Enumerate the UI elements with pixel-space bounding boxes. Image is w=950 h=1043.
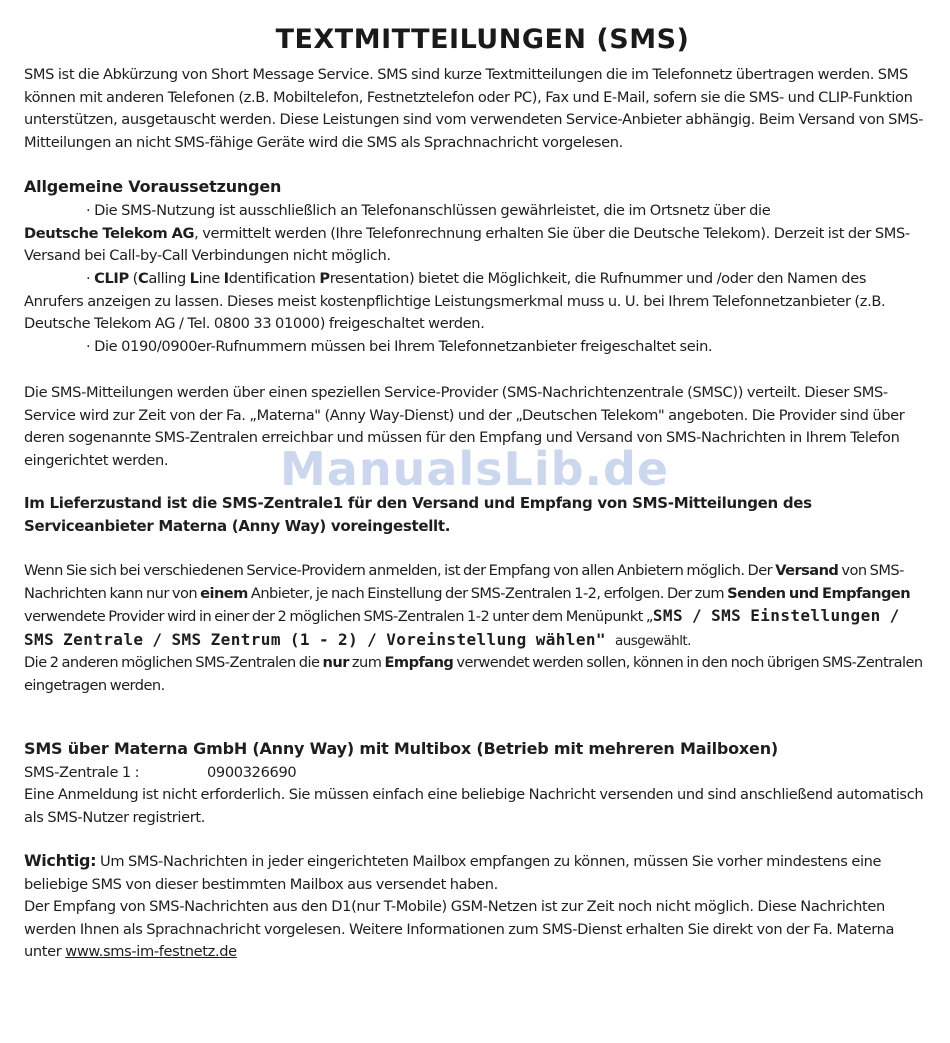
intro-paragraph: SMS ist die Abkürzung von Short Message Service. SMS sind kurze Textmitteilungen die im Telefonnetz übertragen werden. SMS können mit anderen Telefonen (z.B. Mobiltelefon, Festnetztelefon oder PC), Fax und E-Mail, sofern sie die SMS- und CLIP-Funktion unterstützen, ausgetauscht werden. Diese Leistungen sind vom verwendeten Service-Anbieter abhängig. Beim Versand von SMS-Mitteilungen an nicht SMS-fähige Geräte wird die SMS als Sprachnachricht vorgelesen. [24, 66, 924, 151]
clip-letter-c: C [137, 270, 149, 287]
multi-text-9: verwendet werden sollen, können in den noch übrigen SMS-Zentralen eingetragen werden. [24, 654, 923, 694]
sms-center-row [24, 762, 929, 785]
multi-text-6: ausgewählt. [614, 632, 691, 649]
important-label: Wichtig: [24, 851, 97, 870]
multi-bold-empfang: Empfang [384, 654, 454, 672]
clip-letter-p: P [319, 270, 330, 287]
clip-label: CLIP [94, 270, 129, 287]
sms-center-label: SMS-Zentrale 1 : [24, 764, 140, 781]
multi-text-8: zum [348, 654, 385, 672]
multi-provider-paragraph [24, 560, 929, 698]
sms-center-number: 0900326690 [207, 764, 297, 781]
requirement-telekom-intro: · Die SMS-Nutzung ist ausschließlich an Telefonanschlüssen gewährleistet, die im Ortsnetz über die [86, 202, 771, 219]
menu-path: SMS / SMS Einstellungen / SMS Zentrale / SMS Zentrum (1 - 2) / Voreinstellung wählen [24, 606, 900, 649]
multi-text-1: Wenn Sie sich bei verschiedenen Service-Providern anmelden, ist der Empfang von allen Anbietern möglich. Der [24, 562, 776, 579]
clip-word-line: ine [198, 270, 224, 287]
requirement-clip-rest: ) bietet die Möglichkeit, die Rufnummer und /oder den Namen des Anrufers anzeigen zu lassen. Dieses meist kostenpflichtige Leistungsmerkmal muss u. U. bei Ihrem Telefonnetzanbieter (z.B. Deutsche Telekom AG / Tel. 0800 33 01000) freigeschaltet werden. [24, 270, 886, 333]
important-paragraph [24, 850, 929, 964]
materna-heading: SMS über Materna GmbH (Anny Way) mit Multibox (Betrieb mit mehreren Mailboxen) [24, 739, 778, 758]
provider-paragraph: Die SMS-Mitteilungen werden über einen speziellen Service-Provider (SMS-Nachrichtenzentrale (SMSC)) verteilt. Dieser SMS-Service wird zur Zeit von der Fa. „Materna" (Anny Way-Dienst) und der „Deutschen Telekom" angeboten. Die Provider sind über deren sogenannte SMS-Zentralen erreichbar und müssen für den Empfang und Versand von SMS-Nachrichten in Ihrem Telefon eingerichtet werden. [24, 384, 905, 469]
clip-bullet: · [86, 270, 95, 287]
multi-bold-einem: einem [200, 584, 248, 602]
multi-text-3: Anbieter, je nach Einstellung der SMS-Zentralen 1-2, erfolgen. Der zum [247, 584, 728, 602]
clip-letter-i: I [223, 270, 229, 287]
requirement-telekom [24, 200, 929, 268]
menu-path-close-quote: " [595, 629, 615, 649]
page-title: TEXTMITTEILUNGEN (SMS) [275, 24, 690, 55]
clip-word-calling: alling [148, 270, 190, 287]
telekom-label: Deutsche Telekom AG [24, 224, 195, 242]
multi-bold-nur: nur [322, 654, 349, 672]
requirements-heading: Allgemeine Voraussetzungen [24, 177, 282, 196]
clip-word-identification: dentification [228, 270, 320, 287]
multi-text-4: verwendete Provider wird in einer der 2 möglichen SMS-Zentralen 1-2 unter dem Menüpunkt „ [24, 608, 653, 626]
default-setting-note: Im Lieferzustand ist die SMS-Zentrale1 für den Versand und Empfang von SMS-Mitteilungen des Serviceanbieter Materna (Anny Way) voreingestellt. [24, 494, 812, 535]
multi-bold-senden: Senden und Empfangen [727, 584, 911, 602]
multi-text-2: von SMS-Nachrichten kann nur von [24, 562, 904, 602]
clip-letter-l: L [189, 270, 199, 287]
clip-word-presentation: resentation [329, 270, 409, 287]
watermark: ManualsLib.de [280, 442, 670, 496]
materna-website-link[interactable]: www.sms-im-festnetz.de [65, 943, 237, 961]
requirement-telekom-rest: , vermittelt werden (Ihre Telefonrechnung erhalten Sie über die Deutsche Telekom). Derzeit ist der SMS-Versand bei Call-by-Call Verbindungen nicht möglich. [24, 224, 910, 265]
requirement-clip: · CLIP (Calling Line Identification Presentation) bietet die Möglichkeit, die Rufnummer und /oder den Namen des Anrufers anzeigen zu lassen. Dieses meist kostenpflichtige Leistungsmerkmal muss u. U. bei Ihrem Telefonnetzanbieter (z.B. Deutsche Telekom AG / Tel. 0800 33 01000) freigeschaltet werden. [24, 270, 886, 333]
materna-paragraph: Eine Anmeldung ist nicht erforderlich. Sie müssen einfach eine beliebige Nachricht versenden und sind anschließend automatisch als SMS-Nutzer registriert. [24, 786, 924, 826]
multi-bold-versand: Versand [775, 562, 839, 579]
important-text-1: Um SMS-Nachrichten in jeder eingerichteten Mailbox empfangen zu können, müssen Sie vorher mindestens eine beliebige SMS von dieser bestimmten Mailbox aus versendet haben. [24, 853, 882, 893]
requirement-0190: · Die 0190/0900er-Rufnummern müssen bei Ihrem Telefonnetzanbieter freigeschaltet sein. [86, 338, 713, 355]
multi-text-7: Die 2 anderen möglichen SMS-Zentralen die [24, 654, 323, 672]
important-text-2: Der Empfang von SMS-Nachrichten aus den D1(nur T-Mobile) GSM-Netzen ist zur Zeit noch nicht möglich. Diese Nachrichten werden Ihnen als Sprachnachricht vorgelesen. Weitere Informationen zum SMS-Dienst erhalten Sie direkt von der Fa. Materna unter [24, 898, 895, 961]
